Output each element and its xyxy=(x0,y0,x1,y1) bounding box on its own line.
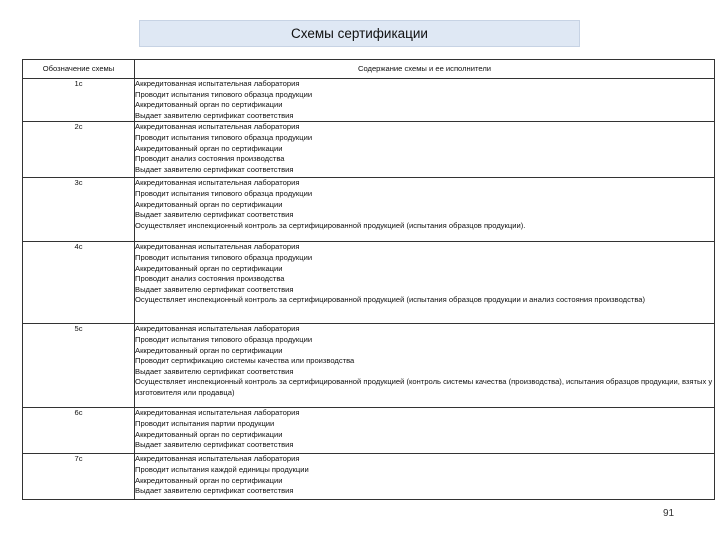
table-row xyxy=(23,122,715,178)
scheme-content-line: Аккредитованная испытательная лаборатория xyxy=(135,324,300,334)
scheme-content-line: Выдает заявителю сертификат соответствия xyxy=(135,284,294,294)
scheme-content-line: Аккредитованная испытательная лаборатория xyxy=(135,408,300,418)
scheme-content-line: Аккредитованный орган по сертификации xyxy=(135,263,283,273)
scheme-code: 7с xyxy=(74,454,83,464)
scheme-code: 5с xyxy=(74,324,83,334)
scheme-content-cell xyxy=(135,122,715,178)
scheme-content-line: Осуществляет инспекционный контроль за сертифицированной продукцией (контроль системы качества (производства), испытания образцов продукции, взятых у изготовителя или продавца) xyxy=(135,377,713,397)
scheme-content-line: Проводит испытания типового образца продукции xyxy=(135,188,313,198)
scheme-content-cell xyxy=(135,324,715,408)
header-scheme-content: Содержание схемы и ее исполнители xyxy=(135,60,715,79)
table-header-row xyxy=(23,60,715,79)
scheme-code-cell xyxy=(23,324,135,408)
scheme-code: 2с xyxy=(74,122,83,132)
scheme-code-cell xyxy=(23,242,135,324)
scheme-content-line: Проводит испытания типового образца продукции xyxy=(135,89,313,99)
certification-schemes-table xyxy=(22,59,715,500)
table-row xyxy=(23,454,715,500)
table-row xyxy=(23,79,715,122)
scheme-code-cell xyxy=(23,122,135,178)
table-row xyxy=(23,178,715,242)
scheme-code-cell xyxy=(23,79,135,122)
scheme-code-cell xyxy=(23,454,135,500)
page-number: 91 xyxy=(663,508,675,519)
scheme-content-line: Аккредитованная испытательная лаборатория xyxy=(135,122,300,132)
table-row xyxy=(23,408,715,454)
scheme-code: 6с xyxy=(74,408,83,418)
scheme-content-line: Аккредитованный орган по сертификации xyxy=(135,199,283,209)
scheme-content-line: Проводит испытания типового образца продукции xyxy=(135,252,313,262)
scheme-content-line: Выдает заявителю сертификат соответствия xyxy=(135,440,294,450)
scheme-code: 3с xyxy=(74,178,83,188)
scheme-content-cell xyxy=(135,408,715,454)
scheme-content-line: Выдает заявителю сертификат соответствия xyxy=(135,210,294,220)
header-scheme-code: Обозначение схемы xyxy=(23,60,135,79)
scheme-content-line: Аккредитованная испытательная лаборатория xyxy=(135,178,300,188)
scheme-content-line: Проводит испытания каждой единицы продукции xyxy=(135,464,309,474)
scheme-content-line: Проводит анализ состояния производства xyxy=(135,274,285,284)
scheme-content-cell xyxy=(135,79,715,122)
scheme-code-cell xyxy=(23,408,135,454)
scheme-content-line: Выдает заявителю сертификат соответствия xyxy=(135,366,294,376)
scheme-code: 1с xyxy=(74,79,83,88)
scheme-content-line: Аккредитованный орган по сертификации xyxy=(135,100,283,110)
scheme-content-line: Выдает заявителю сертификат соответствия xyxy=(135,110,294,120)
scheme-content-line: Выдает заявителю сертификат соответствия xyxy=(135,164,294,174)
scheme-content-line: Проводит испытания типового образца продукции xyxy=(135,334,313,344)
scheme-content-line: Осуществляет инспекционный контроль за сертифицированной продукцией (испытания образцов продукции). xyxy=(135,220,526,230)
scheme-content-line: Проводит испытания типового образца продукции xyxy=(135,132,313,142)
scheme-content-line: Аккредитованная испытательная лаборатория xyxy=(135,454,300,464)
scheme-content-line: Аккредитованная испытательная лаборатория xyxy=(135,242,300,252)
scheme-content-cell xyxy=(135,242,715,324)
scheme-code-cell xyxy=(23,178,135,242)
scheme-content-line: Проводит сертификацию системы качества или производства xyxy=(135,356,355,366)
scheme-content-line: Аккредитованный орган по сертификации xyxy=(135,475,283,485)
scheme-content-line: Выдает заявителю сертификат соответствия xyxy=(135,486,294,496)
scheme-content-line: Проводит анализ состояния производства xyxy=(135,154,285,164)
scheme-content-line: Аккредитованная испытательная лаборатория xyxy=(135,79,300,88)
slide-title xyxy=(139,20,580,47)
table-row xyxy=(23,324,715,408)
scheme-content-line: Проводит испытания партии продукции xyxy=(135,418,275,428)
slide-title-text: Схемы сертификации xyxy=(291,26,428,41)
scheme-content-line: Аккредитованный орган по сертификации xyxy=(135,429,283,439)
scheme-content-cell xyxy=(135,454,715,500)
scheme-content-line: Аккредитованный орган по сертификации xyxy=(135,345,283,355)
scheme-content-line: Осуществляет инспекционный контроль за сертифицированной продукцией (испытания образцов продукции и анализ состояния производства) xyxy=(135,295,646,305)
table-row xyxy=(23,242,715,324)
scheme-content-line: Аккредитованный орган по сертификации xyxy=(135,143,283,153)
scheme-content-cell xyxy=(135,178,715,242)
scheme-code: 4с xyxy=(74,242,83,252)
